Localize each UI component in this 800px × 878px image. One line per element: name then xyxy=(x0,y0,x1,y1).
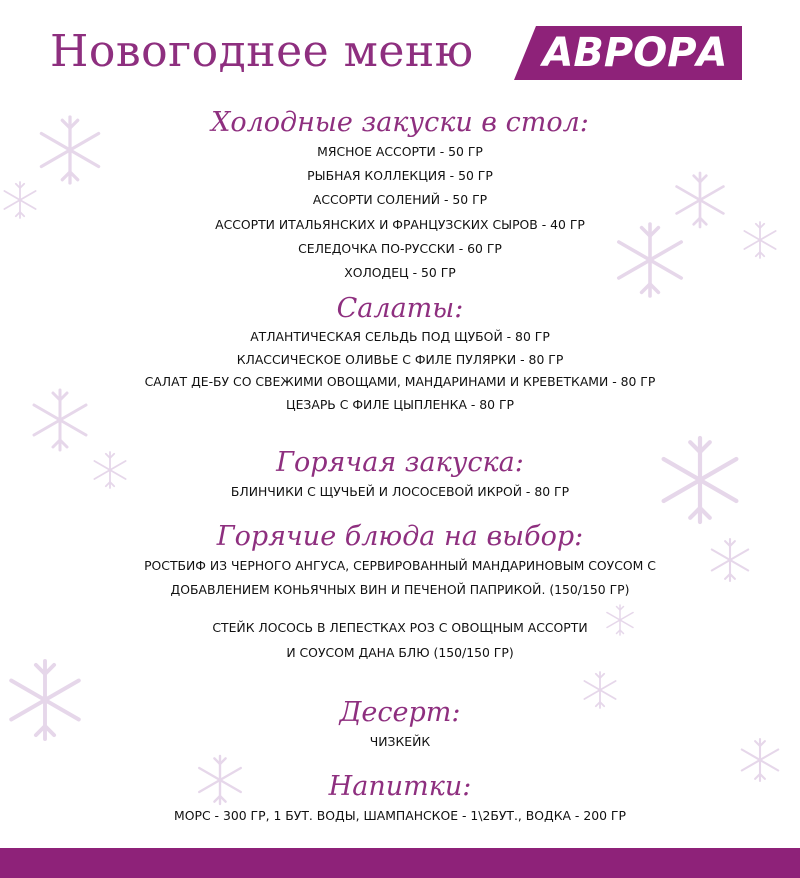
menu-item: И СОУСОМ ДАНА БЛЮ (150/150 ГР) xyxy=(286,644,514,660)
menu-item: ЦЕЗАРЬ С ФИЛЕ ЦЫПЛЕНКА - 80 ГР xyxy=(285,396,515,412)
logo-text: АВРОРА xyxy=(542,30,728,76)
section-title: Холодные закуски в стол: xyxy=(211,107,589,138)
menu-item: АТЛАНТИЧЕСКАЯ СЕЛЬДЬ ПОД ЩУБОЙ - 80 ГР xyxy=(250,329,550,344)
section-title: Горячие блюда на выбор: xyxy=(216,521,584,552)
section-hot-appetizer xyxy=(0,446,800,504)
footer-bar xyxy=(0,848,800,878)
menu-item: СЕЛЕДОЧКА ПО-РУССКИ - 60 ГР xyxy=(298,240,502,256)
menu-item: МОРС - 300 ГР, 1 БУТ. ВОДЫ, ШАМПАНСКОЕ - 1\2БУТ., ВОДКА - 200 ГР xyxy=(174,808,626,823)
section-drinks xyxy=(0,770,800,828)
section-title: Салаты: xyxy=(336,293,464,324)
menu-item: АССОРТИ СОЛЕНИЙ - 50 ГР xyxy=(312,192,488,208)
menu-item: АССОРТИ ИТАЛЬЯНСКИХ И ФРАНЦУЗСКИХ СЫРОВ - 40 ГР xyxy=(215,216,585,232)
header xyxy=(0,18,800,88)
menu-item: РОСТБИФ ИЗ ЧЕРНОГО АНГУСА, СЕРВИРОВАННЫЙ МАНДАРИНОВЫМ СОУСОМ С xyxy=(144,558,656,573)
section-title: Десерт: xyxy=(339,697,461,728)
menu-item: МЯСНОЕ АССОРТИ - 50 ГР xyxy=(317,144,483,159)
menu-item: СТЕЙК ЛОСОСЬ В ЛЕПЕСТКАХ РОЗ С ОВОЩНЫМ АССОРТИ xyxy=(212,620,588,636)
section-salads xyxy=(0,292,800,416)
menu-item: САЛАТ ДЕ-БУ СО СВЕЖИМИ ОВОЩАМИ, МАНДАРИНАМИ И КРЕВЕТКАМИ - 80 ГР xyxy=(144,374,656,389)
menu-item: ЧИЗКЕЙК xyxy=(369,734,431,749)
menu-item: ДОБАВЛЕНИЕМ КОНЬЯЧНЫХ ВИН И ПЕЧЕНОЙ ПАПРИКОЙ. (150/150 ГР) xyxy=(170,582,630,598)
menu-title: Новогоднее меню xyxy=(50,26,474,77)
menu-item: КЛАССИЧЕСКОЕ ОЛИВЬЕ С ФИЛЕ ПУЛЯРКИ - 80 ГР xyxy=(236,351,564,367)
section-title: Напитки: xyxy=(328,771,472,802)
section-hot-dishes xyxy=(0,520,800,665)
aurora-logo xyxy=(514,26,742,80)
menu-item: БЛИНЧИКИ С ЩУЧЬЕЙ И ЛОСОСЕВОЙ ИКРОЙ - 80 ГР xyxy=(230,484,570,499)
section-title: Горячая закуска: xyxy=(276,447,524,478)
menu-item: РЫБНАЯ КОЛЛЕКЦИЯ - 50 ГР xyxy=(307,168,493,184)
section-dessert xyxy=(0,696,800,754)
section-cold-appetizers xyxy=(0,106,800,285)
menu-item: ХОЛОДЕЦ - 50 ГР xyxy=(344,265,456,281)
